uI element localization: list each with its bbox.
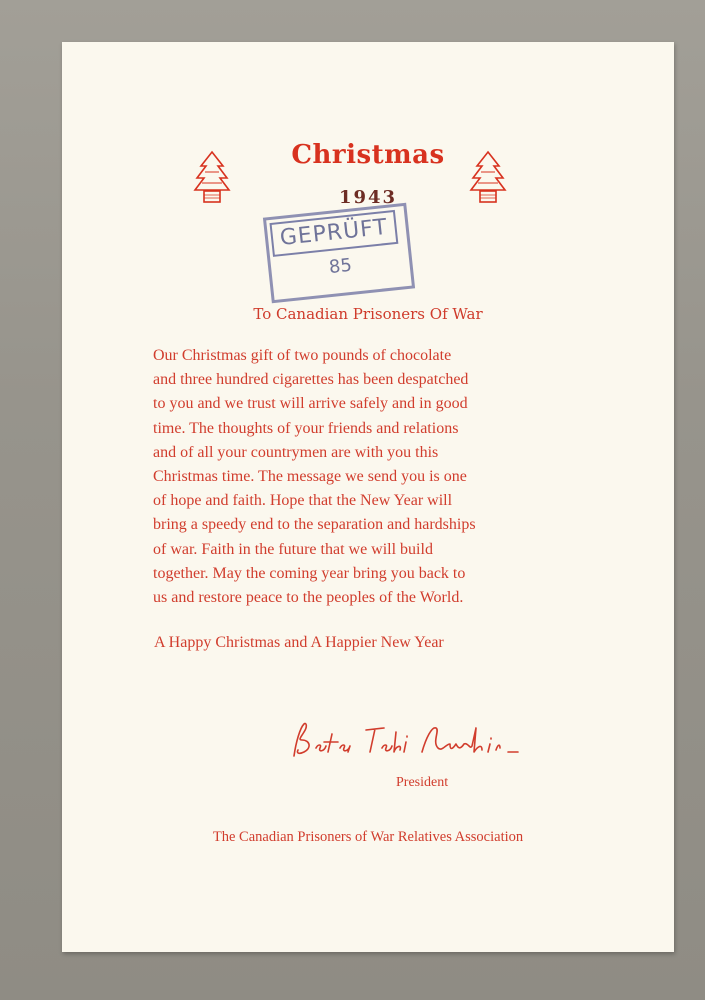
stamp-number: 85 — [327, 254, 353, 279]
letter-page — [62, 42, 674, 952]
closing-line: A Happy Christmas and A Happier New Year — [154, 634, 444, 651]
body-line: of war. Faith in the future that we will build — [153, 540, 433, 558]
body-line: bring a speedy end to the separation and hardships — [153, 516, 476, 534]
body-line: time. The thoughts of your friends and relations — [153, 419, 459, 437]
stamp-label: GEPRÜFT — [269, 210, 398, 257]
signature — [286, 718, 566, 764]
signatory-title: President — [396, 775, 449, 790]
body-line: of hope and faith. Hope that the New Year will — [153, 492, 453, 510]
body-line: us and restore peace to the peoples of the World. — [153, 589, 464, 607]
body-line: together. May the coming year bring you back to — [153, 564, 466, 582]
body-line: and three hundred cigarettes has been despatched — [153, 371, 469, 389]
addressee-line: To Canadian Prisoners Of War — [253, 305, 483, 323]
body-line: Our Christmas gift of two pounds of chocolate — [153, 347, 452, 364]
association-name: The Canadian Prisoners of War Relatives Association — [212, 829, 524, 845]
body-line: to you and we trust will arrive safely and in good — [153, 395, 468, 413]
censor-stamp — [263, 203, 415, 304]
letter-body — [153, 344, 563, 610]
body-line: Christmas time. The message we send you is one — [153, 468, 467, 486]
letter-title: Christmas — [291, 140, 445, 170]
letter-year: 1943 — [338, 187, 398, 208]
body-line: and of all your countrymen are with you this — [153, 443, 439, 461]
